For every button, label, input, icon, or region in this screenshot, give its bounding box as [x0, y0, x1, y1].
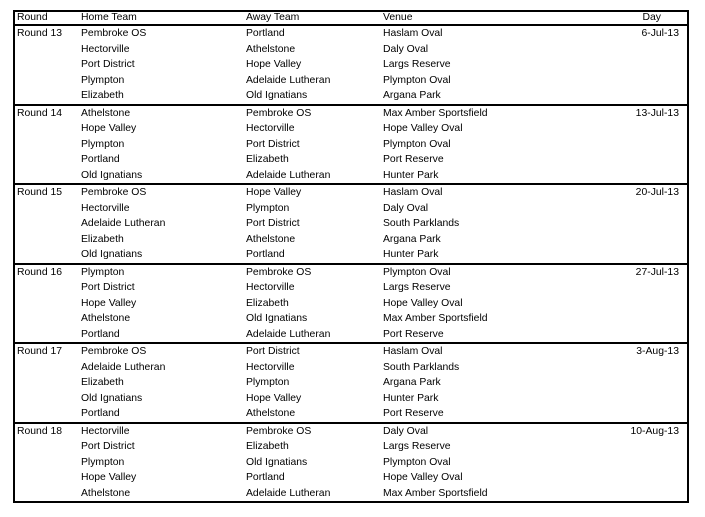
match-row — [15, 455, 687, 471]
venue: Argana Park — [383, 90, 441, 101]
home-team: Hectorville — [81, 43, 130, 55]
venue: Plympton Oval — [383, 74, 451, 86]
home-team: Old Ignatians — [81, 392, 143, 404]
match-row — [15, 486, 687, 502]
venue: Max Amber Sportsfield — [383, 107, 488, 119]
away-team: Hope Valley — [246, 187, 302, 198]
home-team: Pembroke OS — [81, 28, 147, 39]
home-team: Portland — [81, 328, 120, 340]
match-row — [15, 57, 687, 73]
match-row — [15, 247, 687, 263]
away-team: Adelaide Lutheran — [246, 328, 331, 340]
match-row — [15, 73, 687, 89]
header-venue: Venue — [383, 12, 413, 23]
away-team: Elizabeth — [246, 154, 289, 165]
venue: Plympton Oval — [383, 266, 451, 278]
away-team: Portland — [246, 472, 285, 483]
venue: Largs Reserve — [383, 282, 451, 293]
match-row — [15, 265, 687, 281]
round-block — [13, 106, 689, 186]
round-label: Round 17 — [17, 346, 63, 357]
home-team: Port District — [81, 59, 135, 70]
away-team: Adelaide Lutheran — [246, 487, 331, 499]
round-date: 20-Jul-13 — [635, 187, 679, 198]
venue: Plympton Oval — [383, 456, 451, 468]
away-team: Pembroke OS — [246, 266, 312, 278]
away-team: Portland — [246, 249, 285, 260]
home-team: Portland — [81, 154, 120, 165]
venue: Max Amber Sportsfield — [383, 313, 488, 324]
away-team: Elizabeth — [246, 441, 289, 452]
home-team: Hope Valley — [81, 472, 137, 483]
venue: Haslam Oval — [383, 346, 443, 357]
round-block — [13, 424, 689, 504]
round-date: 3-Aug-13 — [636, 346, 679, 357]
match-row — [15, 296, 687, 312]
venue: Plympton Oval — [383, 138, 451, 150]
away-team: Plympton — [246, 202, 290, 214]
home-team: Hope Valley — [81, 297, 137, 309]
venue: Hope Valley Oval — [383, 472, 463, 483]
away-team: Plympton — [246, 377, 290, 388]
rounds-container — [13, 24, 689, 503]
home-team: Athelstone — [81, 107, 131, 119]
home-team: Old Ignatians — [81, 249, 143, 260]
venue: Daly Oval — [383, 425, 429, 437]
venue: South Parklands — [383, 218, 460, 229]
match-row — [15, 232, 687, 248]
match-row — [15, 470, 687, 486]
venue: Daly Oval — [383, 43, 429, 55]
home-team: Old Ignatians — [81, 169, 143, 181]
match-row — [15, 344, 687, 360]
venue: Hope Valley Oval — [383, 297, 463, 309]
venue: Haslam Oval — [383, 28, 443, 39]
away-team: Pembroke OS — [246, 107, 312, 119]
fixture-table — [13, 10, 689, 503]
round-label: Round 13 — [17, 28, 63, 39]
home-team: Elizabeth — [81, 233, 124, 245]
home-team: Hectorville — [81, 425, 130, 437]
away-team: Old Ignatians — [246, 456, 308, 468]
venue: Hunter Park — [383, 169, 439, 181]
away-team: Hope Valley — [246, 59, 302, 70]
home-team: Port District — [81, 441, 135, 452]
venue: Haslam Oval — [383, 187, 443, 198]
home-team: Plympton — [81, 456, 125, 468]
match-row — [15, 311, 687, 327]
round-label: Round 16 — [17, 266, 63, 278]
home-team: Pembroke OS — [81, 187, 147, 198]
match-row — [15, 121, 687, 137]
home-team: Adelaide Lutheran — [81, 218, 166, 229]
match-row — [15, 152, 687, 168]
away-team: Adelaide Lutheran — [246, 169, 331, 181]
match-row — [15, 168, 687, 184]
venue: Largs Reserve — [383, 441, 451, 452]
header-away-team: Away Team — [246, 12, 300, 23]
match-row — [15, 26, 687, 42]
away-team: Old Ignatians — [246, 313, 308, 324]
home-team: Athelstone — [81, 487, 131, 499]
header-day: Day — [642, 12, 661, 23]
match-row — [15, 391, 687, 407]
away-team: Athelstone — [246, 43, 296, 55]
header-round: Round — [17, 12, 48, 23]
round-label: Round 14 — [17, 107, 63, 119]
venue: Argana Park — [383, 377, 441, 388]
match-row — [15, 137, 687, 153]
venue: South Parklands — [383, 361, 460, 373]
venue: Largs Reserve — [383, 59, 451, 70]
round-date: 6-Jul-13 — [641, 28, 679, 39]
away-team: Portland — [246, 28, 285, 39]
home-team: Adelaide Lutheran — [81, 361, 166, 373]
away-team: Athelstone — [246, 408, 296, 419]
venue: Max Amber Sportsfield — [383, 487, 488, 499]
away-team: Hectorville — [246, 123, 295, 134]
venue: Hunter Park — [383, 249, 439, 260]
venue: Daly Oval — [383, 202, 429, 214]
home-team: Pembroke OS — [81, 346, 147, 357]
venue: Port Reserve — [383, 154, 444, 165]
round-date: 10-Aug-13 — [630, 425, 679, 437]
away-team: Athelstone — [246, 233, 296, 245]
match-row — [15, 327, 687, 343]
venue: Port Reserve — [383, 408, 444, 419]
round-label: Round 18 — [17, 425, 63, 437]
home-team: Hectorville — [81, 202, 130, 214]
home-team: Plympton — [81, 74, 125, 86]
home-team: Elizabeth — [81, 377, 124, 388]
round-block — [13, 265, 689, 345]
home-team: Athelstone — [81, 313, 131, 324]
match-row — [15, 280, 687, 296]
match-row — [15, 406, 687, 422]
away-team: Hope Valley — [246, 392, 302, 404]
round-label: Round 15 — [17, 187, 63, 198]
away-team: Port District — [246, 138, 300, 150]
venue: Hope Valley Oval — [383, 123, 463, 134]
match-row — [15, 375, 687, 391]
round-block — [13, 24, 689, 106]
away-team: Port District — [246, 346, 300, 357]
away-team: Elizabeth — [246, 297, 289, 309]
match-row — [15, 106, 687, 122]
match-row — [15, 360, 687, 376]
home-team: Plympton — [81, 266, 125, 278]
match-row — [15, 216, 687, 232]
match-row — [15, 424, 687, 440]
round-date: 27-Jul-13 — [635, 266, 679, 278]
away-team: Hectorville — [246, 361, 295, 373]
away-team: Port District — [246, 218, 300, 229]
match-row — [15, 88, 687, 104]
away-team: Adelaide Lutheran — [246, 74, 331, 86]
match-row — [15, 201, 687, 217]
venue: Argana Park — [383, 233, 441, 245]
match-row — [15, 42, 687, 58]
venue: Port Reserve — [383, 328, 444, 340]
venue: Hunter Park — [383, 392, 439, 404]
away-team: Pembroke OS — [246, 425, 312, 437]
home-team: Elizabeth — [81, 90, 124, 101]
round-date: 13-Jul-13 — [635, 107, 679, 119]
home-team: Hope Valley — [81, 123, 137, 134]
away-team: Old Ignatians — [246, 90, 308, 101]
match-row — [15, 185, 687, 201]
round-block — [13, 185, 689, 265]
match-row — [15, 439, 687, 455]
away-team: Hectorville — [246, 282, 295, 293]
header-home-team: Home Team — [81, 12, 137, 23]
home-team: Plympton — [81, 138, 125, 150]
home-team: Portland — [81, 408, 120, 419]
home-team: Port District — [81, 282, 135, 293]
round-block — [13, 344, 689, 424]
